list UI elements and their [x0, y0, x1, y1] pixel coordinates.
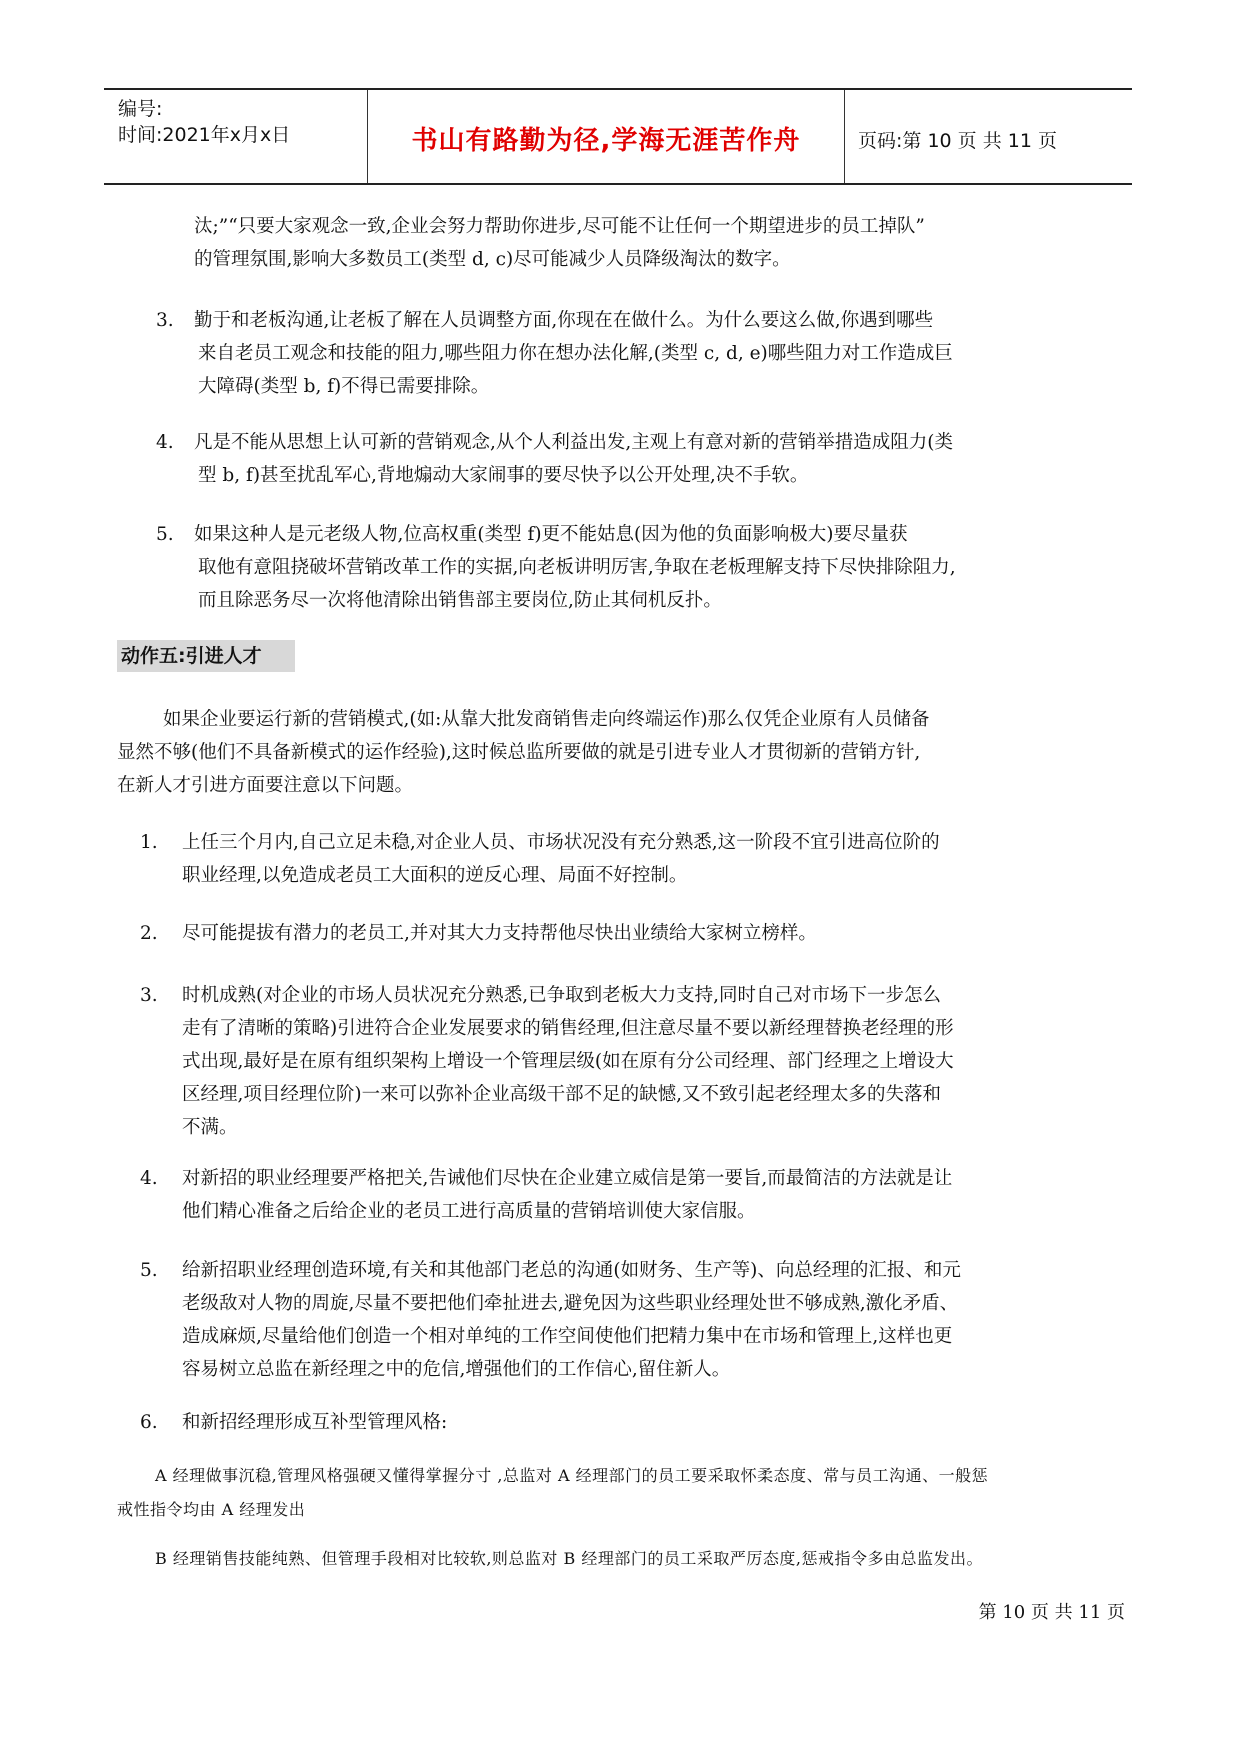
text-line: 时机成熟(对企业的市场人员状况充分熟悉,已争取到老板大力支持,同时自己对市场下一步怎么: [182, 985, 941, 1006]
text-line: 造成麻烦,尽量给他们创造一个相对单纯的工作空间使他们把精力集中在市场和管理上,这样也更: [182, 1326, 953, 1347]
text-line: B 经理销售技能纯熟、但管理手段相对比较软,则总监对 B 经理部门的员工采取严厉态度,惩戒指令多由总监发出。: [155, 1549, 983, 1568]
page-footer: 第 10 页 共 11 页: [978, 1602, 1125, 1623]
text-line: 区经理,项目经理位阶)一来可以弥补企业高级干部不足的缺憾,又不致引起老经理太多的失落和: [182, 1084, 941, 1105]
text-line: 而且除恶务尽一次将他清除出销售部主要岗位,防止其伺机反扑。: [198, 590, 722, 611]
section-heading: 动作五:引进人才: [117, 640, 295, 672]
list-number: 1.: [140, 832, 158, 853]
text-line: 上任三个月内,自己立足未稳,对企业人员、市场状况没有充分熟悉,这一阶段不宜引进高位阶的: [182, 832, 940, 853]
note-manager-a: [117, 1459, 988, 1527]
list-number: 4.: [156, 432, 174, 453]
text-line: 他们精心准备之后给企业的老员工进行高质量的营销培训使大家信服。: [182, 1201, 756, 1222]
list-number: 3.: [156, 310, 174, 331]
document-number-label: 编号:: [118, 98, 163, 120]
text-line: 不满。: [182, 1117, 238, 1138]
header-page-cell: [844, 90, 1132, 183]
section-intro-paragraph: [117, 703, 930, 802]
text-line: 和新招经理形成互补型管理风格:: [182, 1412, 448, 1433]
note-manager-b: [155, 1542, 983, 1576]
header-meta: [104, 90, 366, 183]
text-line: 容易树立总监在新经理之中的危信,增强他们的工作信心,留住新人。: [182, 1359, 731, 1380]
text-line: 如果企业要运行新的营销模式,(如:从靠大批发商销售走向终端运作)那么仅凭企业原有人员储备: [163, 709, 930, 730]
text-line: A 经理做事沉稳,管理风格强硬又懂得掌握分寸 ,总监对 A 经理部门的员工要采取怀柔态度、常与员工沟通、一般惩: [155, 1466, 989, 1485]
text-line: 走有了清晰的策略)引进符合企业发展要求的销售经理,但注意尽量不要以新经理替换老经理的形: [182, 1018, 954, 1039]
text-line: 取他有意阻挠破坏营销改革工作的实据,向老板讲明厉害,争取在老板理解支持下尽快排除阻力,: [198, 557, 956, 578]
continuation-paragraph: [194, 210, 925, 276]
text-line: 给新招职业经理创造环境,有关和其他部门老总的沟通(如财务、生产等)、向总经理的汇报、和元: [182, 1260, 961, 1281]
text-line: 汰;”“只要大家观念一致,企业会努力帮助你进步,尽可能不让任何一个期望进步的员工掉队”: [194, 216, 925, 237]
text-line: 戒性指令均由 A 经理发出: [117, 1500, 306, 1519]
text-line: 凡是不能从思想上认可新的营销观念,从个人利益出发,主观上有意对新的营销举措造成阻力(类: [194, 432, 953, 453]
text-line: 尽可能提拔有潜力的老员工,并对其大力支持帮他尽快出业绩给大家树立榜样。: [182, 923, 817, 944]
text-line: 对新招的职业经理要严格把关,告诫他们尽快在企业建立威信是第一要旨,而最简洁的方法就是让: [182, 1168, 953, 1189]
text-line: 如果这种人是元老级人物,位高权重(类型 f)更不能姑息(因为他的负面影响极大)要尽量获: [194, 524, 908, 545]
list-number: 3.: [140, 985, 158, 1006]
header-motto-cell: [367, 90, 845, 183]
text-line: 在新人才引进方面要注意以下问题。: [117, 775, 414, 796]
document-time-label: 时间:2021年x月x日: [118, 124, 291, 146]
text-line: 型 b, f)甚至扰乱军心,背地煽动大家闹事的要尽快予以公开处理,决不手软。: [198, 465, 809, 486]
text-line: 大障碍(类型 b, f)不得已需要排除。: [198, 376, 490, 397]
list-number: 6.: [140, 1412, 158, 1433]
header-motto: 书山有路勤为径,学海无涯苦作舟: [411, 126, 801, 156]
list-number: 5.: [156, 524, 174, 545]
page-header: [104, 88, 1132, 185]
text-line: 来自老员工观念和技能的阻力,哪些阻力你在想办法化解,(类型 c, d, e)哪些阻力对工作造成巨: [198, 343, 953, 364]
text-line: 式出现,最好是在原有组织架构上增设一个管理层级(如在原有分公司经理、部门经理之上增设大: [182, 1051, 954, 1072]
text-line: 显然不够(他们不具备新模式的运作经验),这时候总监所要做的就是引进专业人才贯彻新的营销方针,: [117, 742, 921, 763]
header-page-info: 页码:第 10 页 共 11 页: [858, 130, 1057, 152]
text-line: 的管理氛围,影响大多数员工(类型 d, c)尽可能减少人员降级淘汰的数字。: [194, 249, 791, 270]
text-line: 职业经理,以免造成老员工大面积的逆反心理、局面不好控制。: [182, 865, 688, 886]
list-number: 2.: [140, 923, 158, 944]
text-line: 勤于和老板沟通,让老板了解在人员调整方面,你现在在做什么。为什么要这么做,你遇到哪些: [194, 310, 934, 331]
list-number: 4.: [140, 1168, 158, 1189]
text-line: 老级敌对人物的周旋,尽量不要把他们牵扯进去,避免因为这些职业经理处世不够成熟,激化矛盾、: [182, 1293, 959, 1314]
list-number: 5.: [140, 1260, 158, 1281]
